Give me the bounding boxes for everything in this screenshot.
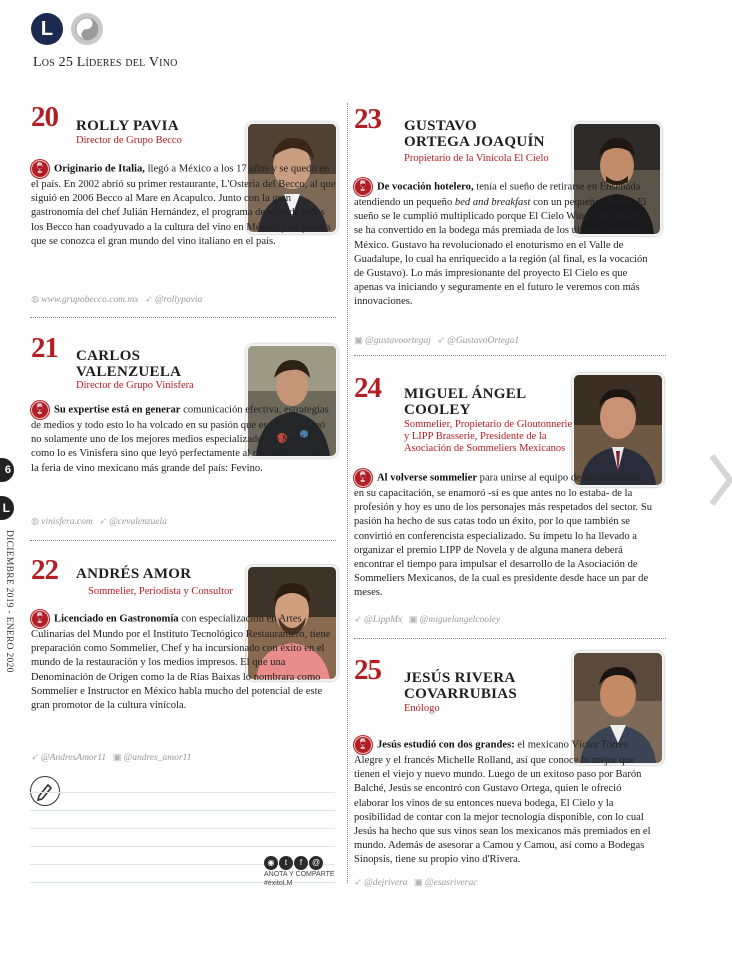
leader-bio <box>31 160 336 249</box>
wine-glass-icon: 🍷 <box>354 469 372 487</box>
section-divider <box>30 317 336 318</box>
social-links <box>31 752 191 763</box>
leader-name: JESÚS RIVERA <box>404 670 516 686</box>
leader-number: 21 <box>31 332 58 364</box>
leader-name: ROLLY PAVIA <box>76 118 179 134</box>
bio-italic: bed and breakfast <box>454 197 531 208</box>
column-divider <box>347 103 348 883</box>
leader-role: Asociación de Sommeliers Mexicanos <box>404 443 566 454</box>
yin-yang-icon <box>71 13 103 45</box>
notes-line <box>30 828 335 829</box>
notes-line <box>30 810 335 811</box>
bio-text: llegó a México a los 17 años y se quedó en el país. En 2002 abrió su primer restaurante, L'Osteria del Becco, al que siguió en 2006 Becco al Mare en Acapulco. Junto con la gran gastronomía del chef Julián Hernández, el programa de vino de todos los Becco han coadyuvado a la cultura del vino en México y en parte a que se conozca el gran mundo del vino italiano en el país. <box>31 163 336 247</box>
page-tab: 6 <box>0 458 14 482</box>
instagram-icon: ▣ <box>354 336 363 346</box>
leader-name: COVARRUBIAS <box>404 686 518 702</box>
bio-text: comunicación efectiva, estrategias de medios y todo esto lo ha volcado en su pasión que es el vino. Creó no solamente uno de los mejores medios especializados en México como lo es Vinisfera sino que leyó perfectamente al mercado al crear la feria de vino mexicano más grande del país: Fevino. <box>31 404 329 474</box>
instagram-icon: ▣ <box>112 753 122 763</box>
leader-bio <box>31 401 331 476</box>
share-caption: ANOTA Y COMPARTE <box>264 871 335 878</box>
leader-bio <box>354 469 654 601</box>
email-share-icon[interactable]: @ <box>309 856 323 870</box>
wine-glass-icon: 🍷 <box>354 736 372 754</box>
magazine-logo: L <box>31 13 63 45</box>
leader-role: y LIPP Brasserie, Presidente de la <box>404 431 547 442</box>
bio-lead: Al volverse sommelier <box>377 472 478 484</box>
leader-number: 22 <box>31 554 58 586</box>
leader-name: COOLEY <box>404 402 471 418</box>
leader-number: 20 <box>31 101 58 133</box>
website-link[interactable]: vinisfera.com <box>41 517 93 527</box>
twitter-handle[interactable]: @rollypavia <box>154 295 203 305</box>
instagram-handle[interactable]: @andres_amor11 <box>123 753 192 763</box>
leader-number: 23 <box>354 103 381 135</box>
twitter-handle[interactable]: @cevalenzuela <box>109 517 167 527</box>
camera-icon[interactable]: ◉ <box>264 856 278 870</box>
twitter-share-icon[interactable]: t <box>279 856 293 870</box>
twitter-handle[interactable]: @LippMx <box>363 615 403 625</box>
instagram-handle[interactable]: @miguelangelcooley <box>419 615 501 625</box>
leader-role: Director de Grupo Becco <box>76 135 182 146</box>
share-hashtag: #éxitoLM <box>264 880 293 887</box>
page-tab-logo: L <box>0 496 14 520</box>
leader-bio <box>354 178 650 310</box>
globe-icon: ◍ <box>31 295 40 305</box>
social-links <box>354 877 477 888</box>
leader-number: 25 <box>354 654 381 686</box>
twitter-handle[interactable]: @AndresAmor11 <box>40 753 107 763</box>
social-links <box>354 614 500 625</box>
website-link[interactable]: www.grupobecco.com.mx <box>41 295 139 305</box>
bio-lead: Originario de Italia, <box>54 163 145 175</box>
leader-number: 24 <box>354 372 381 404</box>
wine-glass-icon: 🍷 <box>31 401 49 419</box>
twitter-icon: ➶ <box>437 336 446 346</box>
bio-text: con un pequeño viñedo. El sueño se le cumplió multiplicado porque El Cielo Winery & Resort se ha convertido en la bodega más premiada de los últimos años en México. Gustavo ha revolucionado el enoturismo en el Valle de Guadalupe, lo cual ha enriquecido a la región (al final, es la vocación de Gustavo). Lo más impresionante del proyecto El Cielo es que apenas va iniciando y seguramente en el futuro le veremos con más innovaciones. <box>354 197 648 308</box>
wine-glass-icon: 🍷 <box>354 178 372 196</box>
leader-role: Propietario de la Vinícola El Cielo <box>404 153 549 164</box>
bio-lead: Licenciado en Gastronomía <box>54 613 179 625</box>
bio-lead: Su expertise está en generar <box>54 404 181 416</box>
instagram-handle[interactable]: @esasriverac <box>424 878 478 888</box>
leader-name: GUSTAVO <box>404 118 477 134</box>
leader-name: MIGUEL ÁNGEL <box>404 386 527 402</box>
bio-text: para unirse al equipo de su restaurante en su capacitación, se enamoró -sí es que antes no lo estaba- de la profesión y hoy es uno de los personajes más respetados del sector. Su pasión ha hecho de sus catas todo un éxito, por lo que también se convirtió en conferencista especializado. Su ímpetu lo ha llevado a organizar el premio LIPP de Novela y de alguna manera deberá encontrar el tiempo para impulsar el desarrollo de la Asociación de Sommeliers Mexicanos, de la cual es presidente desde hace un par de meses. <box>354 472 653 599</box>
issue-date: DICIEMBRE 2019 - ENERO 2020 <box>4 530 14 673</box>
section-divider <box>354 355 666 356</box>
bio-text: tenía el sueño de retirarse en Ensenada atendiendo un pequeño <box>354 181 641 208</box>
pencil-icon <box>30 776 60 806</box>
twitter-icon: ➶ <box>99 517 108 527</box>
leader-name: ANDRÉS AMOR <box>76 566 192 582</box>
leader-role: Sommelier, Periodista y Consultor <box>88 586 233 597</box>
twitter-icon: ➶ <box>354 615 362 625</box>
share-icons <box>264 852 324 870</box>
notes-line <box>30 846 335 847</box>
twitter-icon: ➶ <box>144 295 153 305</box>
bio-lead: De vocación hotelero, <box>377 181 474 193</box>
social-links <box>354 335 519 346</box>
social-links <box>31 294 202 305</box>
bio-text: con especialización en Artes Culinarias del Mundo por el Instituto Tecnológico Restaurantero, tiene preparación como Sommelier, Chef y ha incursionado con éxito en el mundo de la restauración y los medios impresos. El que una Denominación de Origen como la de Rías Baixas lo nombrara como Sommelier e Instructor en México habla mucho del potencial de este gran promotor de la cultura vinícola. <box>31 613 331 712</box>
leader-bio <box>354 736 656 868</box>
facebook-share-icon[interactable]: f <box>294 856 308 870</box>
leader-role: Sommelier, Propietario de Gloutonnerie <box>404 419 573 430</box>
leader-name: CARLOS <box>76 348 141 364</box>
wine-glass-icon: 🍷 <box>31 610 49 628</box>
twitter-icon: ➶ <box>354 878 362 888</box>
twitter-icon: ➶ <box>31 753 39 763</box>
wine-glass-icon: 🍷 <box>31 160 49 178</box>
leader-role: Director de Grupo Vinisfera <box>76 380 194 391</box>
instagram-icon: ▣ <box>413 878 423 888</box>
social-links <box>31 516 167 527</box>
section-divider <box>354 638 666 639</box>
bio-text: el mexicano Víctor Torres Alegre y el francés Michelle Rolland, así que conoce lo mejor que tienen el viejo y nuevo mundo. Luego de un exitoso paso por Barón Balché, Jesús se encontró con Gustavo Ortega, quien le ofreció elaborar los vinos de su entonces nueva bodega, El Cielo y la posibilidad de contar con la mejor tecnología disponible, con lo cual Jesús ha hecho que sus vinos sean los mexicanos más premiados en el mundo. Además de asesorar a Camou y Camou, así como a Bodegas Sinopsis, tiene su propio vino d'Rivera. <box>354 739 651 866</box>
notes-line <box>30 792 335 793</box>
section-divider <box>30 540 336 541</box>
twitter-handle[interactable]: @GustavoOrtega1 <box>447 336 520 346</box>
twitter-handle[interactable]: @dejrivera <box>363 878 408 888</box>
globe-icon: ◍ <box>31 517 40 527</box>
leader-role: Enólogo <box>404 703 440 714</box>
bio-lead: Jesús estudió con dos grandes: <box>377 739 515 751</box>
instagram-handle[interactable]: @gustavoortegaj <box>364 336 431 346</box>
leader-bio <box>31 610 336 713</box>
share-label <box>264 870 335 888</box>
leader-name: VALENZUELA <box>76 364 182 380</box>
series-title: Los 25 Líderes del Vino <box>33 55 178 70</box>
leader-name: ORTEGA JOAQUÍN <box>404 134 545 150</box>
instagram-icon: ▣ <box>408 615 418 625</box>
next-page-chevron-icon[interactable] <box>704 450 732 510</box>
